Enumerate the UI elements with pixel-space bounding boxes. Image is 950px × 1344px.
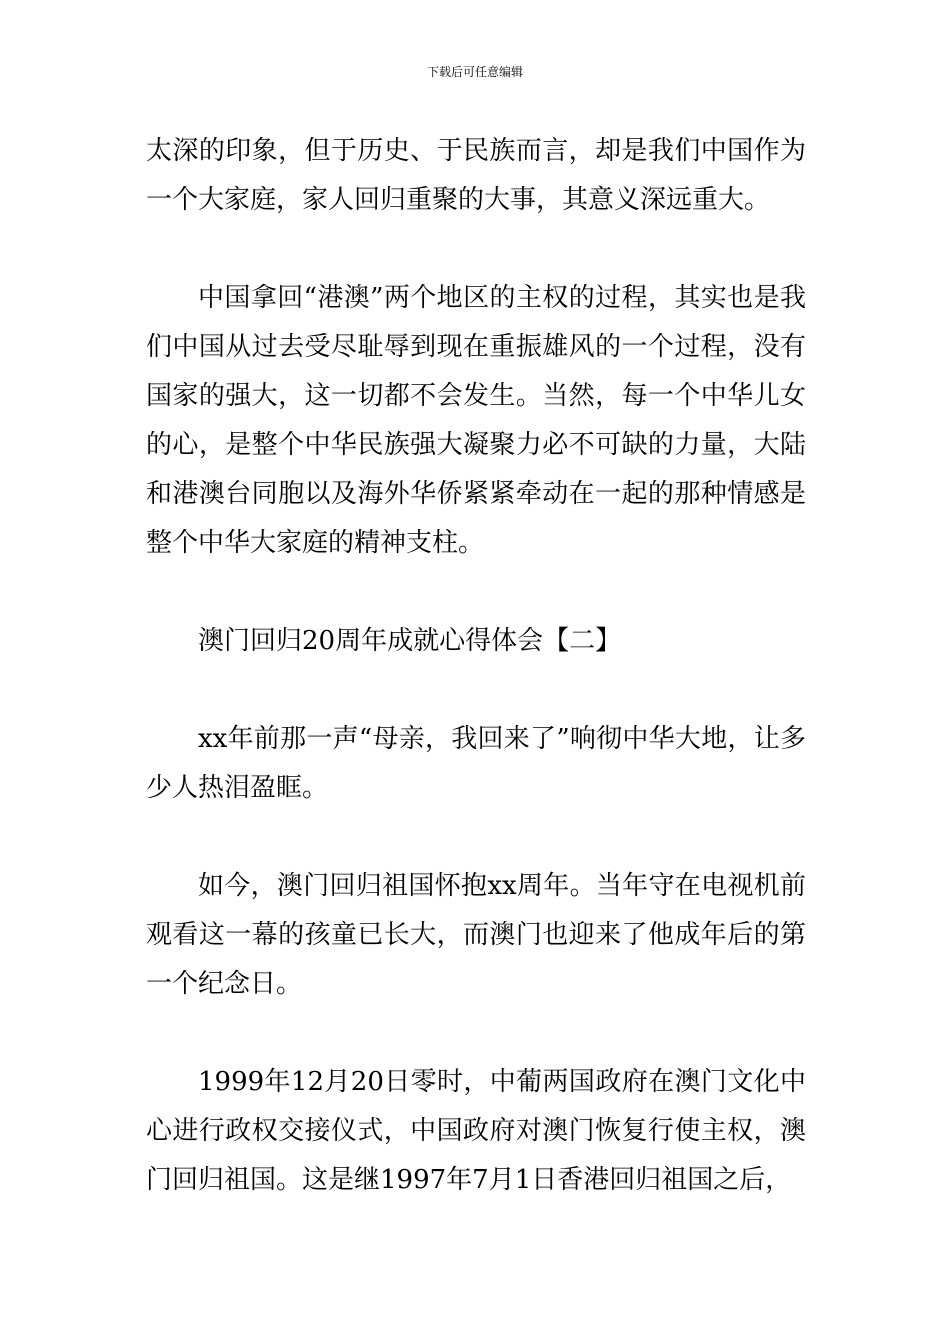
document-body [146, 127, 806, 1254]
page-header: 下载后可任意编辑 [426, 65, 523, 79]
paragraph: 如今，澳门回归祖国怀抱xx周年。当年守在电视机前观看这一幕的孩童已长大，而澳门也迎来了他成年后的第一个纪念日。 [146, 871, 806, 999]
section-heading: 澳门回归20周年成就心得体会【二】 [198, 626, 622, 656]
paragraph-continued: 太深的印象，但于历史、于民族而言，却是我们中国作为一个大家庭，家人回归重聚的大事，其意义深远重大。 [146, 136, 806, 215]
paragraph: xx年前那一声“母亲，我回来了”响彻中华大地，让多少人热泪盈眶。 [146, 724, 806, 803]
paragraph: 中国拿回“港澳”两个地区的主权的过程，其实也是我们中国从过去受尽耻辱到现在重振雄风的一个过程，没有国家的强大，这一切都不会发生。当然，每一个中华儿女的心，是整个中华民族强大凝聚力必不可缺的力量，大陆和港澳台同胞以及海外华侨紧紧牵动在一起的那种情感是整个中华大家庭的精神支柱。 [146, 283, 806, 558]
paragraph: 1999年12月20日零时，中葡两国政府在澳门文化中心进行政权交接仪式，中国政府对澳门恢复行使主权，澳门回归祖国。这是继1997年7月1日香港回归祖国之后， [146, 1067, 806, 1195]
